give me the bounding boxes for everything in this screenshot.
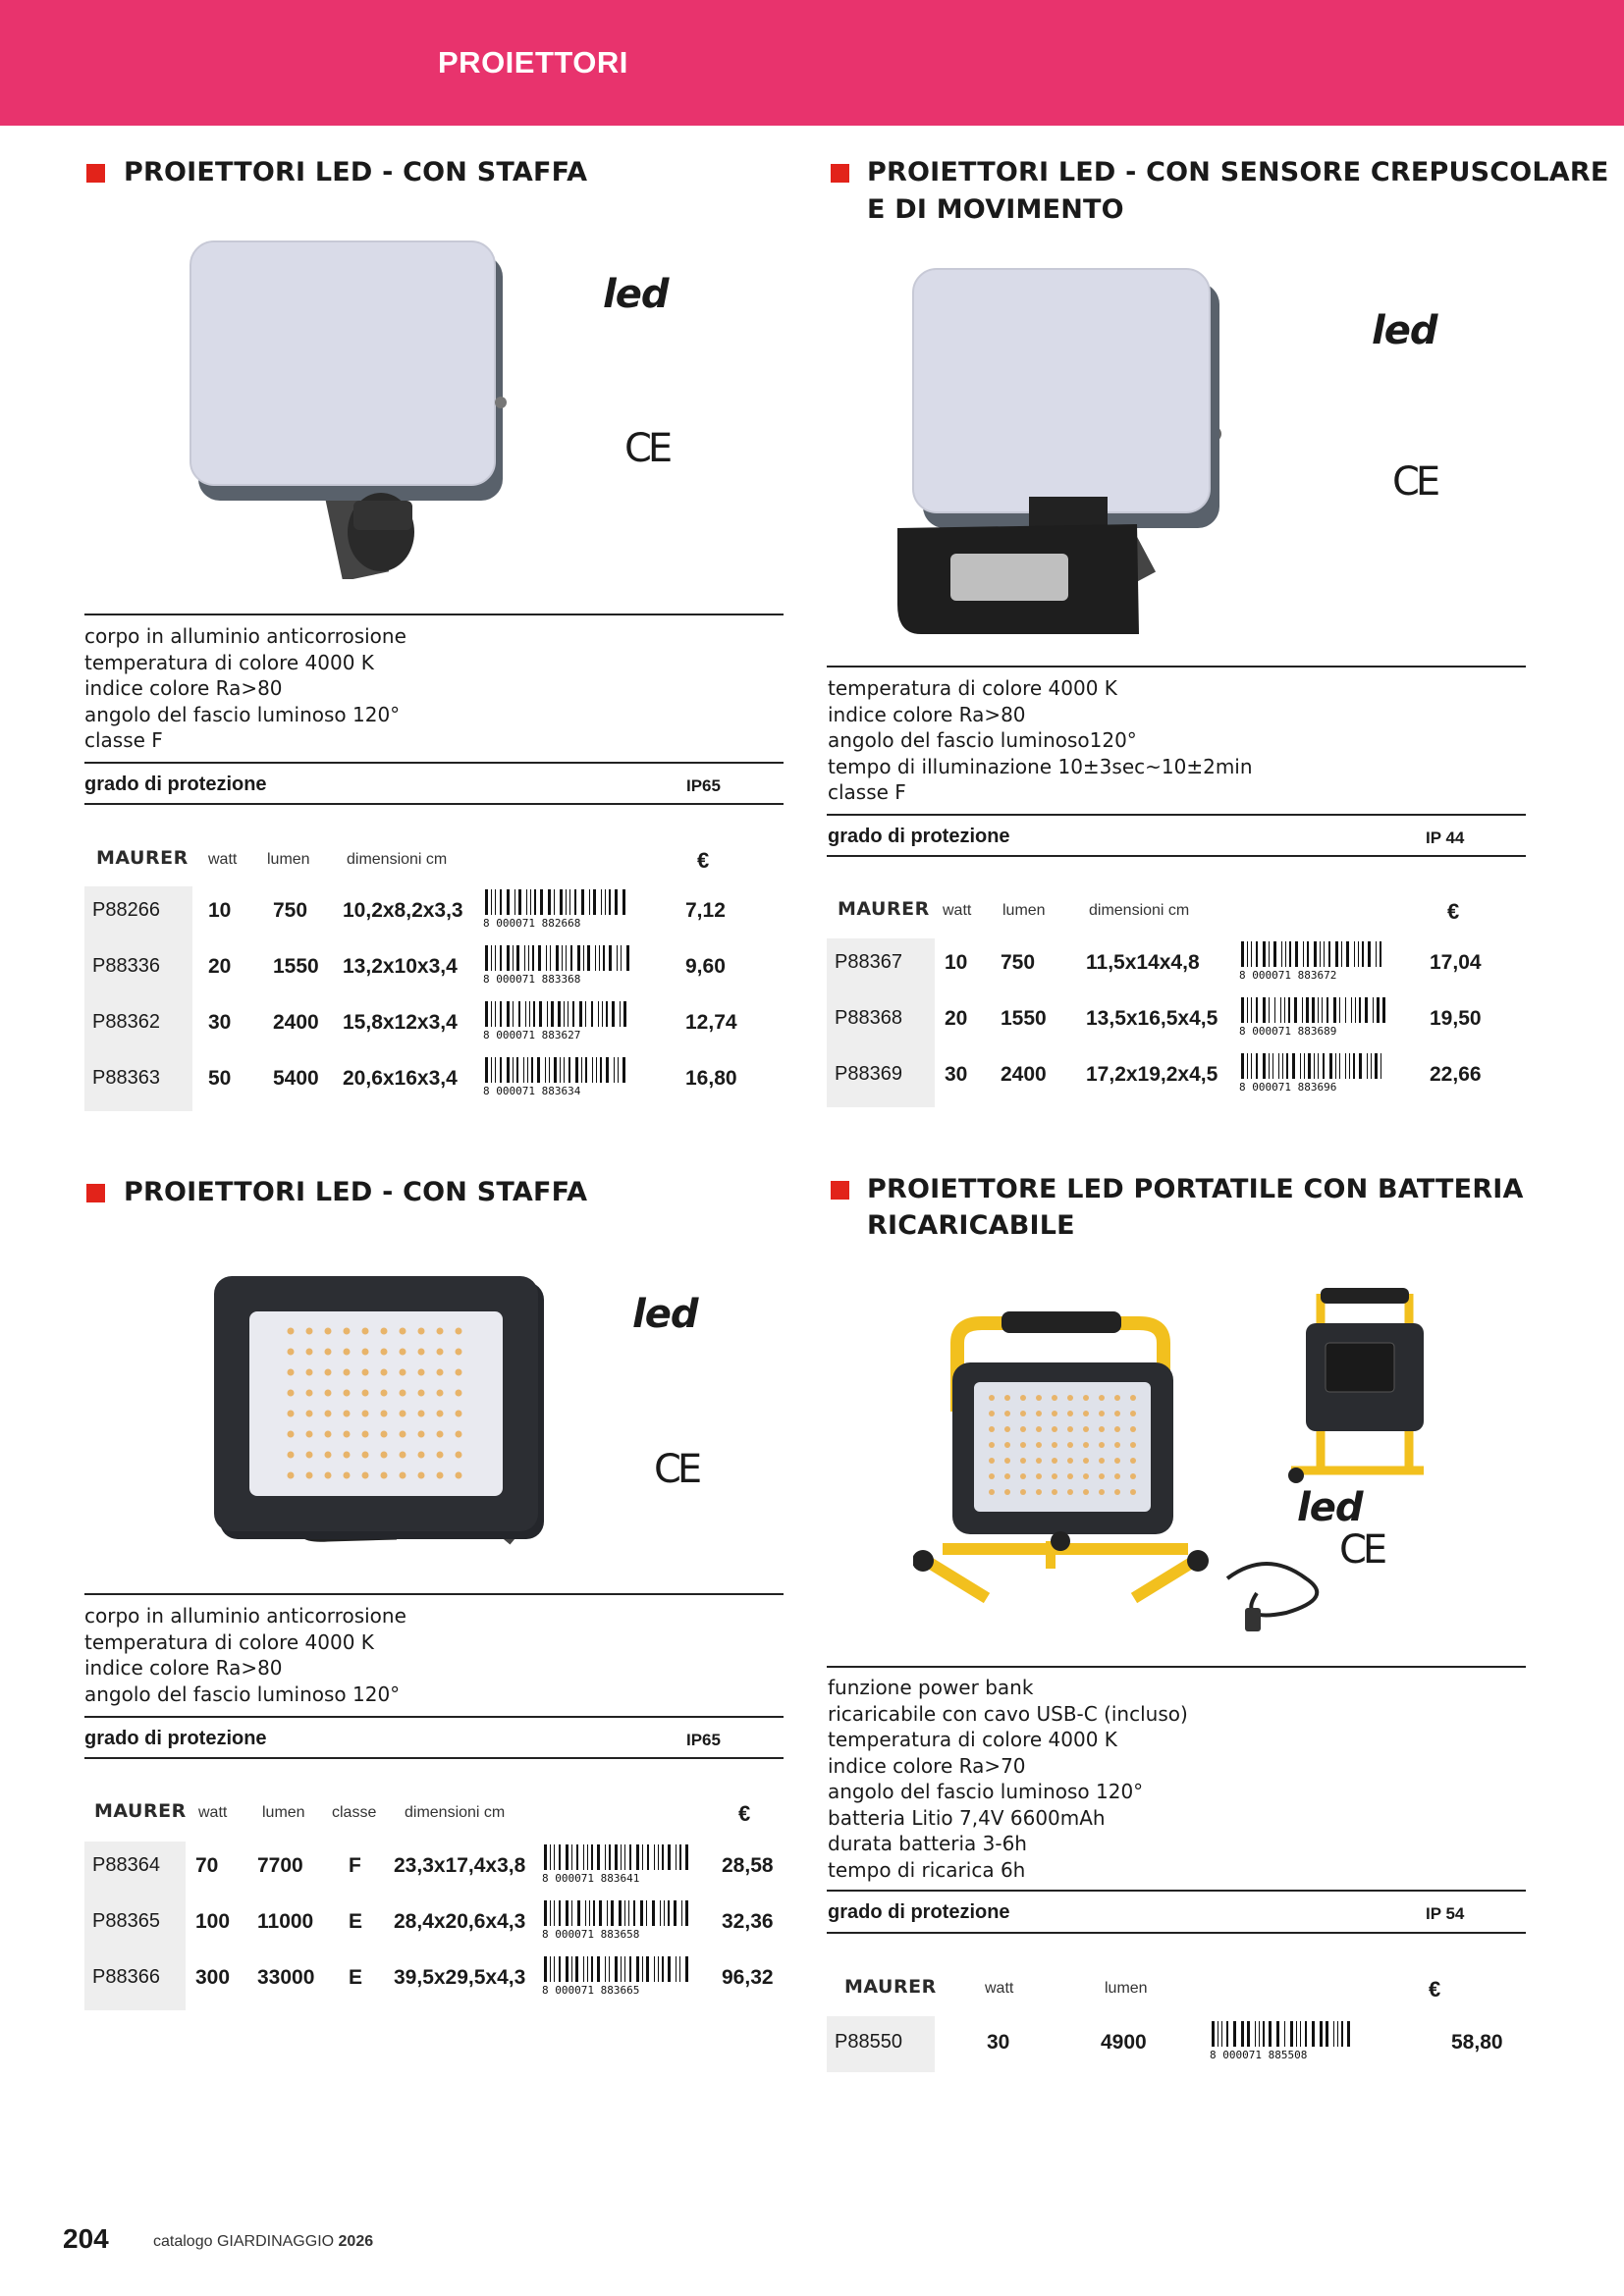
- watt-value: 10: [208, 899, 232, 922]
- col-header-price: €: [1429, 1977, 1441, 2002]
- product-code: P88266: [92, 899, 160, 921]
- col-header-watt: watt: [208, 851, 238, 868]
- classe-value: E: [349, 1966, 363, 1989]
- dimensions-value: 11,5x14x4,8: [1086, 951, 1200, 974]
- ean-digits: 8 000071 882668: [483, 917, 581, 929]
- col-header-price: €: [738, 1801, 751, 1826]
- section-title: PROIETTORI LED - CON SENSORE CREPUSCOLARE: [867, 157, 1609, 187]
- barcode: [542, 1956, 689, 1996]
- protection-label: grado di protezione: [84, 1728, 267, 1749]
- feature-item: corpo in alluminio anticorrosione: [84, 624, 406, 648]
- feature-list: [828, 1675, 1188, 1883]
- col-header-watt: watt: [943, 902, 972, 919]
- page-number: 204: [63, 2223, 109, 2254]
- lumen-value: 33000: [257, 1966, 315, 1989]
- brand-logo: MAURER: [96, 847, 189, 869]
- barcode: [1239, 1053, 1386, 1093]
- barcode: [1239, 941, 1386, 981]
- divider: [827, 666, 1526, 667]
- product-code: P88368: [835, 1007, 902, 1029]
- page-title: PROIETTORI: [438, 45, 628, 80]
- price-value: 28,58: [722, 1854, 774, 1877]
- col-header-dimensions: dimensioni cm: [405, 1804, 506, 1821]
- section-title: PROIETTORI LED - CON STAFFA: [124, 157, 588, 187]
- price-value: 32,36: [722, 1910, 774, 1933]
- col-header-lumen: lumen: [1105, 1980, 1148, 1997]
- barcode: [542, 1844, 689, 1884]
- divider: [84, 1757, 784, 1759]
- feature-item: indice colore Ra>80: [84, 1656, 283, 1680]
- dimensions-value: 17,2x19,2x4,5: [1086, 1063, 1218, 1086]
- divider: [827, 1666, 1526, 1668]
- watt-value: 100: [195, 1910, 231, 1933]
- col-header-lumen: lumen: [262, 1804, 305, 1821]
- barcode: [483, 889, 630, 929]
- dimensions-value: 10,2x8,2x3,3: [343, 899, 463, 922]
- watt-value: 30: [208, 1011, 232, 1034]
- ce-mark: CE: [1339, 1527, 1384, 1573]
- product-code: P88364: [92, 1854, 160, 1876]
- protection-value: IP65: [686, 1731, 721, 1749]
- divider: [827, 855, 1526, 857]
- barcode: [483, 945, 630, 985]
- watt-value: 30: [945, 1063, 968, 1086]
- floodlight-bracket-image: [177, 236, 511, 579]
- feature-item: classe F: [84, 728, 163, 752]
- price-value: 96,32: [722, 1966, 774, 1989]
- ean-digits: 8 000071 883658: [542, 1928, 640, 1940]
- col-header-lumen: lumen: [1002, 902, 1046, 919]
- barcode: [1210, 2021, 1357, 2060]
- product-code: P88550: [835, 2031, 902, 2053]
- feature-item: batteria Litio 7,4V 6600mAh: [828, 1805, 1106, 1830]
- floodlight-sensor-image: [892, 261, 1225, 644]
- portable-floodlight-image: [913, 1284, 1424, 1647]
- ean-digits: 8 000071 883696: [1239, 1081, 1337, 1093]
- barcode: [542, 1900, 689, 1940]
- feature-item: temperatura di colore 4000 K: [84, 1629, 374, 1654]
- price-value: 7,12: [685, 899, 726, 922]
- section-marker: [831, 164, 849, 183]
- feature-item: tempo di illuminazione 10±3sec~10±2min: [828, 754, 1253, 778]
- feature-item: corpo in alluminio anticorrosione: [84, 1604, 406, 1628]
- protection-value: IP 54: [1426, 1904, 1465, 1923]
- brand-logo: MAURER: [94, 1800, 187, 1822]
- classe-value: F: [349, 1854, 361, 1877]
- divider: [84, 762, 784, 764]
- divider: [84, 1716, 784, 1718]
- price-value: 19,50: [1430, 1007, 1482, 1030]
- protection-label: grado di protezione: [828, 1901, 1010, 1923]
- feature-item: indice colore Ra>80: [828, 702, 1026, 726]
- dimensions-value: 13,2x10x3,4: [343, 955, 458, 978]
- brand-logo: MAURER: [838, 898, 930, 920]
- ce-mark: CE: [654, 1447, 699, 1492]
- price-value: 12,74: [685, 1011, 737, 1034]
- feature-item: tempo di ricarica 6h: [828, 1857, 1026, 1882]
- dimensions-value: 39,5x29,5x4,3: [394, 1966, 526, 1989]
- feature-item: temperatura di colore 4000 K: [84, 650, 374, 674]
- price-value: 17,04: [1430, 951, 1482, 974]
- col-header-watt: watt: [198, 1804, 228, 1821]
- feature-item: temperatura di colore 4000 K: [828, 1728, 1117, 1751]
- product-code: P88369: [835, 1063, 902, 1085]
- lumen-value: 5400: [273, 1067, 319, 1090]
- feature-list: [84, 623, 406, 754]
- led-badge: led: [1297, 1485, 1363, 1530]
- ce-mark: CE: [1392, 459, 1437, 505]
- ean-digits: 8 000071 885508: [1210, 2049, 1308, 2060]
- dimensions-value: 28,4x20,6x4,3: [394, 1910, 526, 1933]
- lumen-value: 11000: [257, 1910, 314, 1933]
- col-header-price: €: [697, 848, 710, 873]
- feature-item: angolo del fascio luminoso120°: [828, 728, 1137, 752]
- protection-label: grado di protezione: [828, 826, 1010, 847]
- watt-value: 20: [945, 1007, 968, 1030]
- led-badge: led: [632, 1292, 698, 1337]
- barcode: [483, 1057, 630, 1096]
- section-title-line2: E DI MOVIMENTO: [867, 194, 1124, 225]
- feature-item: angolo del fascio luminoso 120°: [84, 702, 401, 726]
- feature-item: durata batteria 3-6h: [828, 1832, 1027, 1855]
- motion-sensor: [950, 554, 1068, 601]
- watt-value: 20: [208, 955, 232, 978]
- ean-digits: 8 000071 883665: [542, 1984, 640, 1996]
- dimensions-value: 20,6x16x3,4: [343, 1067, 458, 1090]
- lumen-value: 2400: [1001, 1063, 1047, 1086]
- feature-item: indice colore Ra>80: [84, 676, 283, 700]
- lumen-value: 2400: [273, 1011, 319, 1034]
- protection-label: grado di protezione: [84, 774, 267, 795]
- dimensions-value: 13,5x16,5x4,5: [1086, 1007, 1218, 1030]
- price-value: 16,80: [685, 1067, 737, 1090]
- price-value: 22,66: [1430, 1063, 1482, 1086]
- feature-item: angolo del fascio luminoso 120°: [84, 1682, 401, 1706]
- feature-item: angolo del fascio luminoso 120°: [828, 1780, 1144, 1803]
- product-code: P88367: [835, 951, 902, 973]
- divider: [84, 803, 784, 805]
- feature-item: ricaricabile con cavo USB-C (incluso): [828, 1701, 1188, 1726]
- divider: [84, 1593, 784, 1595]
- feature-item: indice colore Ra>70: [828, 1753, 1026, 1778]
- col-header-lumen: lumen: [267, 851, 310, 868]
- watt-value: 300: [195, 1966, 231, 1989]
- feature-item: funzione power bank: [828, 1676, 1034, 1699]
- product-code: P88366: [92, 1966, 160, 1988]
- ean-digits: 8 000071 883627: [483, 1029, 581, 1041]
- feature-list: [84, 1603, 406, 1707]
- product-code: P88336: [92, 955, 160, 977]
- ean-digits: 8 000071 883634: [483, 1085, 581, 1096]
- price-value: 58,80: [1451, 2031, 1503, 2054]
- section-title: PROIETTORE LED PORTATILE CON BATTERIA: [867, 1174, 1524, 1204]
- feature-item: classe F: [828, 780, 906, 804]
- section-marker: [831, 1181, 849, 1200]
- barcode: [483, 1001, 630, 1041]
- product-code: P88365: [92, 1910, 160, 1932]
- usb-c-cable: [1227, 1564, 1317, 1616]
- col-header-price: €: [1447, 899, 1460, 924]
- product-code: P88362: [92, 1011, 160, 1033]
- lumen-value: 1550: [273, 955, 319, 978]
- lumen-value: 750: [273, 899, 308, 922]
- classe-value: E: [349, 1910, 363, 1933]
- divider: [84, 614, 784, 615]
- col-header-classe: classe: [332, 1804, 377, 1821]
- watt-value: 70: [195, 1854, 219, 1877]
- lumen-value: 4900: [1101, 2031, 1147, 2054]
- lumen-value: 750: [1001, 951, 1036, 974]
- watt-value: 50: [208, 1067, 232, 1090]
- led-badge: led: [603, 272, 669, 317]
- led-badge: led: [1372, 308, 1437, 353]
- section-marker: [86, 1184, 105, 1202]
- ce-mark: CE: [624, 426, 670, 471]
- dimensions-value: 15,8x12x3,4: [343, 1011, 458, 1034]
- divider: [827, 1890, 1526, 1892]
- feature-list: [828, 675, 1253, 806]
- lumen-value: 1550: [1001, 1007, 1047, 1030]
- col-header-dimensions: dimensioni cm: [1089, 902, 1190, 919]
- ean-digits: 8 000071 883689: [1239, 1025, 1337, 1037]
- feature-item: temperatura di colore 4000 K: [828, 676, 1117, 700]
- divider: [827, 814, 1526, 816]
- ean-digits: 8 000071 883368: [483, 973, 581, 985]
- product-code: P88363: [92, 1067, 160, 1089]
- col-header-watt: watt: [985, 1980, 1014, 1997]
- header-band: [0, 0, 1624, 126]
- divider: [827, 1932, 1526, 1934]
- catalog-name: catalogo GIARDINAGGIO 2026: [153, 2233, 374, 2250]
- ean-digits: 8 000071 883641: [542, 1872, 640, 1884]
- section-title-line2: RICARICABILE: [867, 1210, 1075, 1241]
- barcode: [1239, 997, 1386, 1037]
- protection-value: IP65: [686, 776, 721, 795]
- col-header-dimensions: dimensioni cm: [347, 851, 448, 868]
- lumen-value: 7700: [257, 1854, 303, 1877]
- ean-digits: 8 000071 883672: [1239, 969, 1337, 981]
- brand-logo: MAURER: [844, 1976, 937, 1998]
- dimensions-value: 23,3x17,4x3,8: [394, 1854, 526, 1877]
- watt-value: 30: [987, 2031, 1010, 2054]
- floodlight-black-image: [200, 1272, 564, 1567]
- rear-view: [1288, 1288, 1424, 1483]
- price-value: 9,60: [685, 955, 726, 978]
- watt-value: 10: [945, 951, 968, 974]
- protection-value: IP 44: [1426, 828, 1465, 847]
- section-title: PROIETTORI LED - CON STAFFA: [124, 1177, 588, 1207]
- section-marker: [86, 164, 105, 183]
